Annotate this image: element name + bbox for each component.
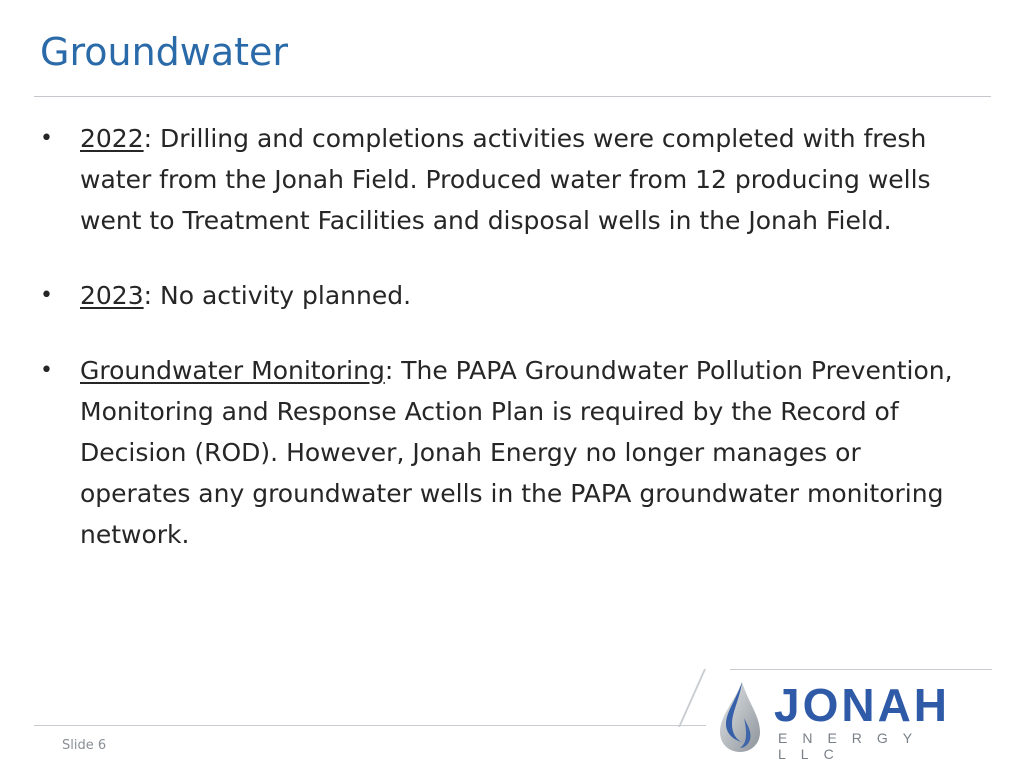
footer-divider bbox=[34, 725, 706, 726]
bullet-text: : Drilling and completions activities were completed with fresh water from the Jonah Field. Produced water from 12 producing wells went to Treatment Facilities and disposal wells in the Jonah Field. bbox=[80, 124, 931, 235]
bullet-item-2023 bbox=[40, 275, 960, 316]
bullet-item-2022 bbox=[40, 118, 960, 241]
water-drop-icon bbox=[712, 678, 768, 756]
bullet-dot-icon: • bbox=[40, 126, 53, 151]
bullet-dot-icon: • bbox=[40, 283, 53, 308]
footer-logo-divider bbox=[730, 669, 992, 670]
bullet-dot-icon: • bbox=[40, 358, 53, 383]
bullet-lead: 2023 bbox=[80, 281, 144, 310]
slide-title: Groundwater bbox=[40, 30, 289, 74]
bullet-lead: 2022 bbox=[80, 124, 144, 153]
bullet-lead: Groundwater Monitoring bbox=[80, 356, 385, 385]
bullet-text: : The PAPA Groundwater Pollution Prevention, Monitoring and Response Action Plan is required by the Record of Decision (ROD). However, Jonah Energy no longer manages or operates any groundwater wells in the PAPA groundwater monitoring network. bbox=[80, 356, 953, 549]
company-logo bbox=[712, 678, 997, 762]
title-divider bbox=[34, 96, 991, 97]
bullet-item-groundwater-monitoring bbox=[40, 350, 960, 555]
logo-subtitle: ENERGY LLC bbox=[778, 730, 927, 762]
footer-slash-divider bbox=[678, 669, 706, 727]
bullet-list bbox=[40, 118, 960, 589]
slide-number: Slide 6 bbox=[62, 738, 107, 753]
bullet-text: : No activity planned. bbox=[143, 281, 412, 310]
logo-name: JONAH bbox=[774, 679, 951, 731]
